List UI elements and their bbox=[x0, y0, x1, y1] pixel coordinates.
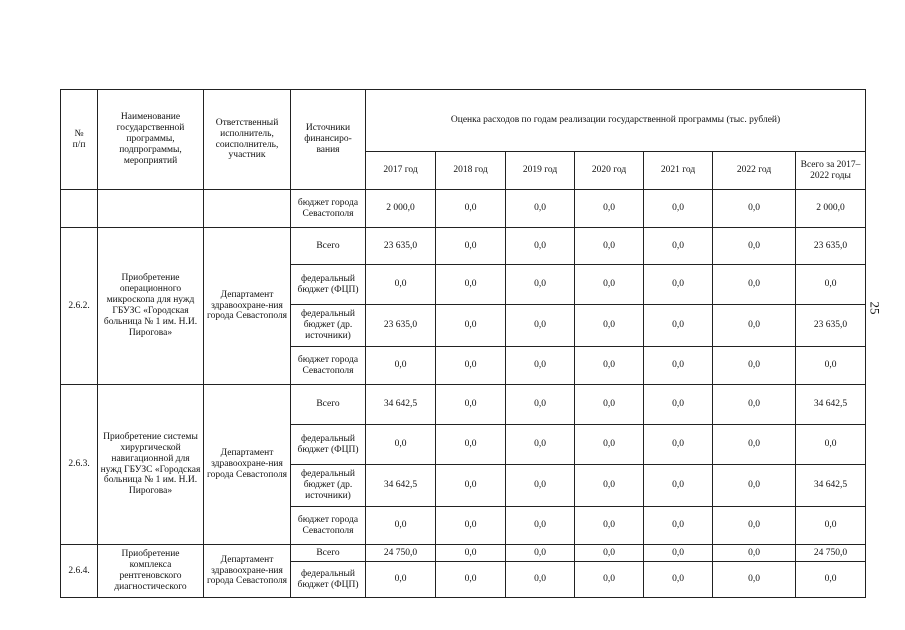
cell-responsible bbox=[204, 190, 291, 228]
cell-value: 0,0 bbox=[713, 425, 796, 465]
cell-value: 0,0 bbox=[575, 190, 644, 228]
cell-total: 23 635,0 bbox=[796, 305, 866, 347]
header-year: 2020 год bbox=[575, 152, 644, 190]
cell-source: федеральный бюджет (ФЦП) bbox=[291, 562, 366, 598]
cell-value: 0,0 bbox=[506, 562, 575, 598]
cell-value: 24 750,0 bbox=[366, 545, 436, 562]
cell-responsible: Департамент здравоохране-ния города Севастополя bbox=[204, 545, 291, 598]
cell-value: 0,0 bbox=[436, 507, 506, 545]
cell-value: 0,0 bbox=[713, 385, 796, 425]
cell-value: 0,0 bbox=[713, 465, 796, 507]
header-sources: Источники финансиро-вания bbox=[291, 90, 366, 190]
cell-value: 0,0 bbox=[436, 347, 506, 385]
cell-value: 0,0 bbox=[506, 425, 575, 465]
cell-value: 0,0 bbox=[436, 265, 506, 305]
cell-value: 0,0 bbox=[644, 228, 713, 265]
document-page bbox=[60, 89, 866, 598]
header-estimate: Оценка расходов по годам реализации государственной программы (тыс. рублей) bbox=[366, 90, 866, 152]
header-year: 2022 год bbox=[713, 152, 796, 190]
cell-num: 2.6.4. bbox=[61, 545, 98, 598]
cell-num: 2.6.2. bbox=[61, 228, 98, 385]
cell-value: 0,0 bbox=[506, 465, 575, 507]
cell-value: 0,0 bbox=[644, 305, 713, 347]
cell-value: 0,0 bbox=[506, 305, 575, 347]
cell-value: 0,0 bbox=[713, 347, 796, 385]
cell-name bbox=[98, 190, 204, 228]
cell-value: 2 000,0 bbox=[366, 190, 436, 228]
cell-responsible: Департамент здравоохране-ния города Севастополя bbox=[204, 228, 291, 385]
header-total: Всего за 2017–2022 годы bbox=[796, 152, 866, 190]
cell-value: 0,0 bbox=[644, 465, 713, 507]
header-name: Наименование государственной программы, подпрограммы, мероприятий bbox=[98, 90, 204, 190]
cell-total: 24 750,0 bbox=[796, 545, 866, 562]
cell-total: 0,0 bbox=[796, 562, 866, 598]
cell-total: 0,0 bbox=[796, 347, 866, 385]
cell-value: 0,0 bbox=[506, 545, 575, 562]
cell-name: Приобретение операционного микроскопа для нужд ГБУЗС «Городская больница № 1 им. Н.И. Пирогова» bbox=[98, 228, 204, 385]
cell-source: федеральный бюджет (др. источники) bbox=[291, 305, 366, 347]
cell-total: 0,0 bbox=[796, 425, 866, 465]
cell-total: 23 635,0 bbox=[796, 228, 866, 265]
cell-name: Приобретение системы хирургической навигационной для нужд ГБУЗС «Городская больница № 1 им. Н.И. Пирогова» bbox=[98, 385, 204, 545]
cell-value: 0,0 bbox=[644, 385, 713, 425]
cell-total: 34 642,5 bbox=[796, 465, 866, 507]
cell-value: 0,0 bbox=[506, 347, 575, 385]
budget-table bbox=[60, 89, 866, 598]
cell-value: 0,0 bbox=[575, 425, 644, 465]
header-year: 2019 год bbox=[506, 152, 575, 190]
cell-value: 34 642,5 bbox=[366, 465, 436, 507]
header-year: 2017 год bbox=[366, 152, 436, 190]
cell-value: 0,0 bbox=[713, 265, 796, 305]
cell-value: 34 642,5 bbox=[366, 385, 436, 425]
cell-value: 0,0 bbox=[713, 507, 796, 545]
cell-value: 0,0 bbox=[436, 305, 506, 347]
cell-value: 0,0 bbox=[575, 385, 644, 425]
cell-value: 0,0 bbox=[644, 562, 713, 598]
cell-value: 0,0 bbox=[366, 562, 436, 598]
cell-value: 0,0 bbox=[366, 347, 436, 385]
table-row bbox=[61, 545, 866, 562]
cell-value: 0,0 bbox=[644, 545, 713, 562]
cell-value: 0,0 bbox=[644, 425, 713, 465]
cell-source: бюджет города Севастополя bbox=[291, 190, 366, 228]
cell-value: 0,0 bbox=[644, 347, 713, 385]
cell-value: 0,0 bbox=[506, 265, 575, 305]
cell-source: Всего bbox=[291, 228, 366, 265]
cell-source: федеральный бюджет (ФЦП) bbox=[291, 425, 366, 465]
table-row bbox=[61, 228, 866, 265]
cell-value: 0,0 bbox=[506, 385, 575, 425]
cell-source: федеральный бюджет (ФЦП) bbox=[291, 265, 366, 305]
cell-name: Приобретение комплекса рентгеновского диагностического bbox=[98, 545, 204, 598]
cell-value: 0,0 bbox=[713, 190, 796, 228]
cell-value: 0,0 bbox=[436, 385, 506, 425]
cell-value: 0,0 bbox=[713, 305, 796, 347]
cell-value: 0,0 bbox=[575, 347, 644, 385]
cell-source: бюджет города Севастополя bbox=[291, 507, 366, 545]
cell-value: 0,0 bbox=[575, 562, 644, 598]
cell-source: федеральный бюджет (др. источники) bbox=[291, 465, 366, 507]
cell-value: 0,0 bbox=[713, 545, 796, 562]
cell-value: 0,0 bbox=[644, 265, 713, 305]
cell-value: 0,0 bbox=[366, 265, 436, 305]
cell-value: 23 635,0 bbox=[366, 305, 436, 347]
cell-total: 0,0 bbox=[796, 265, 866, 305]
cell-value: 0,0 bbox=[436, 190, 506, 228]
cell-value: 0,0 bbox=[575, 545, 644, 562]
header-row-1 bbox=[61, 90, 866, 152]
page-number: 25 bbox=[867, 301, 883, 315]
cell-source: Всего bbox=[291, 385, 366, 425]
cell-value: 0,0 bbox=[506, 228, 575, 265]
cell-source: Всего bbox=[291, 545, 366, 562]
cell-value: 0,0 bbox=[436, 425, 506, 465]
cell-value: 0,0 bbox=[436, 465, 506, 507]
cell-value: 0,0 bbox=[644, 507, 713, 545]
cell-value: 0,0 bbox=[575, 507, 644, 545]
header-year: 2021 год bbox=[644, 152, 713, 190]
cell-total: 0,0 bbox=[796, 507, 866, 545]
cell-value: 0,0 bbox=[575, 305, 644, 347]
cell-value: 0,0 bbox=[366, 507, 436, 545]
cell-value: 23 635,0 bbox=[366, 228, 436, 265]
header-num: № п/п bbox=[61, 90, 98, 190]
header-year: 2018 год bbox=[436, 152, 506, 190]
cell-responsible: Департамент здравоохране-ния города Севастополя bbox=[204, 385, 291, 545]
cell-value: 0,0 bbox=[506, 190, 575, 228]
table-row bbox=[61, 385, 866, 425]
cell-value: 0,0 bbox=[713, 228, 796, 265]
table-row bbox=[61, 190, 866, 228]
cell-total: 2 000,0 bbox=[796, 190, 866, 228]
cell-value: 0,0 bbox=[436, 562, 506, 598]
cell-value: 0,0 bbox=[506, 507, 575, 545]
cell-value: 0,0 bbox=[436, 545, 506, 562]
cell-num: 2.6.3. bbox=[61, 385, 98, 545]
cell-value: 0,0 bbox=[575, 465, 644, 507]
cell-value: 0,0 bbox=[436, 228, 506, 265]
cell-value: 0,0 bbox=[713, 562, 796, 598]
header-responsible: Ответственный исполнитель, соисполнитель, участник bbox=[204, 90, 291, 190]
cell-total: 34 642,5 bbox=[796, 385, 866, 425]
cell-value: 0,0 bbox=[575, 265, 644, 305]
cell-source: бюджет города Севастополя bbox=[291, 347, 366, 385]
cell-value: 0,0 bbox=[366, 425, 436, 465]
cell-value: 0,0 bbox=[644, 190, 713, 228]
cell-num bbox=[61, 190, 98, 228]
cell-value: 0,0 bbox=[575, 228, 644, 265]
